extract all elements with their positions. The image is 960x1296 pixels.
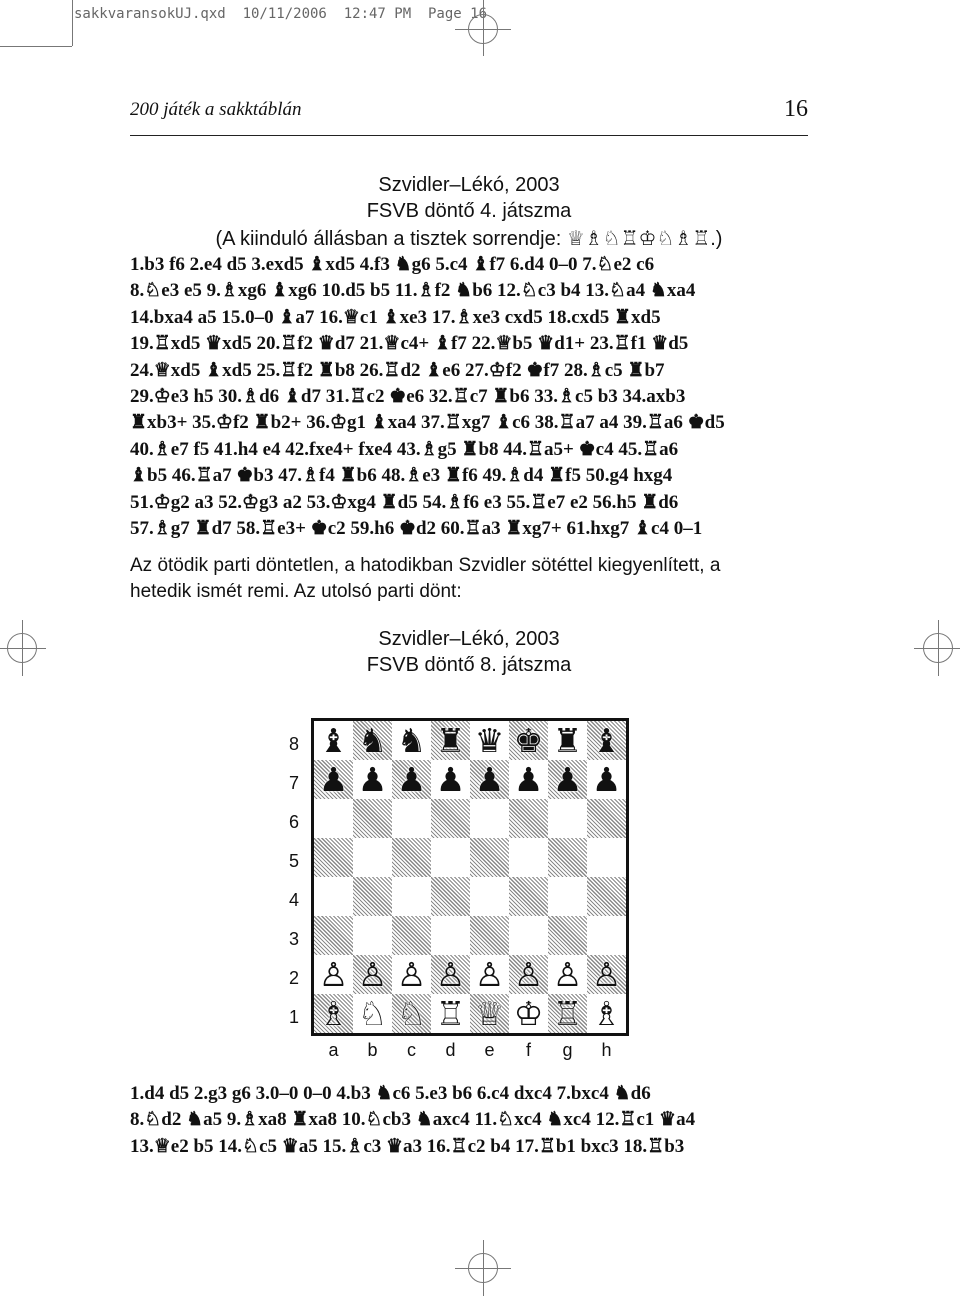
file-label: d (445, 1040, 456, 1060)
chess-piece: ♔ (513, 994, 544, 1033)
board-square (392, 994, 431, 1033)
board-square (392, 760, 431, 799)
chess-piece: ♟ (552, 760, 583, 799)
board-square (509, 877, 548, 916)
move-line: 29.♔e3 h5 30.♗d6 ♝d7 31.♖c2 ♚e6 32.♖c7 ♜b6 33.♗c5 b3 34.axb3 (130, 386, 686, 408)
board-square (314, 760, 353, 799)
chess-piece: ♛ (474, 721, 505, 760)
board-square (353, 838, 392, 877)
chess-piece: ♜ (552, 721, 583, 760)
board-square (353, 760, 392, 799)
file-label: h (601, 1040, 612, 1060)
rank-label: 2 (288, 968, 299, 988)
board-square (392, 916, 431, 955)
rank-label: 8 (288, 734, 299, 754)
move-line: 40.♗e7 f5 41.h4 e4 42.fxe4+ fxe4 43.♗g5 ♜b8 44.♖a5+ ♚c4 45.♖a6 (130, 438, 679, 460)
move-line: 51.♔g2 a3 52.♔g3 a2 53.♔xg4 ♜d5 54.♗f6 e3 55.♖e7 e2 56.h5 ♜d6 (130, 491, 679, 513)
running-header (130, 96, 808, 126)
chess-piece: ♗ (591, 994, 622, 1033)
move-line: 8.♘e3 e5 9.♗xg6 ♝xg6 10.d5 b5 11.♗f2 ♞b6 12.♘c3 b4 13.♘a4 ♞xa4 (130, 280, 696, 302)
move-line: ♜xb3+ 35.♔f2 ♜b2+ 36.♔g1 ♝xa4 37.♖xg7 ♝c6 38.♖a7 a4 39.♖a6 ♚d5 (130, 412, 725, 434)
chess-piece: ♞ (357, 721, 388, 760)
move-line: 14.bxa4 a5 15.0–0 ♝a7 16.♕c1 ♝xe3 17.♗xe3 cxd5 18.cxd5 ♜xd5 (130, 306, 661, 328)
board-square (509, 760, 548, 799)
board-square (509, 916, 548, 955)
chess-piece: ♕ (474, 994, 505, 1033)
board-square (470, 799, 509, 838)
move-line: 1.d4 d5 2.g3 g6 3.0–0 0–0 4.b3 ♞c6 5.e3 b6 6.c4 dxc4 7.bxc4 ♞d6 (130, 1083, 651, 1104)
rank-label: 1 (288, 1007, 299, 1027)
file-label: e (484, 1040, 495, 1060)
game1-title: Szvidler–Lékó, 2003 (378, 174, 560, 196)
board-square (392, 721, 431, 760)
board-square (470, 955, 509, 994)
chess-piece: ♟ (318, 760, 349, 799)
book-title: 200 játék a sakktáblán (130, 99, 302, 120)
board-square (431, 955, 470, 994)
board-square (353, 994, 392, 1033)
board-square (548, 838, 587, 877)
board-square (509, 721, 548, 760)
move-line: 57.♗g7 ♜d7 58.♖e3+ ♚c2 59.h6 ♚d2 60.♖a3 ♜xg7+ 61.hxg7 ♝c4 0–1 (130, 518, 703, 540)
file-label: f (525, 1040, 531, 1060)
move-line: 24.♕xd5 ♝xd5 25.♖f2 ♜b8 26.♖d2 ♝e6 27.♔f2 ♚f7 28.♗c5 ♜b7 (130, 359, 665, 381)
rank-label: 5 (288, 851, 299, 871)
game2-subtitle: FSVB döntő 8. játszma (366, 654, 572, 676)
board-square (392, 838, 431, 877)
board-square (587, 994, 626, 1033)
board-square (470, 916, 509, 955)
rank-label: 7 (288, 773, 299, 793)
chess-piece: ♟ (435, 760, 466, 799)
board-square (353, 721, 392, 760)
move-line: 13.♕e2 b5 14.♘c5 ♛a5 15.♗c3 ♛a3 16.♖c2 b4 17.♖b1 bxc3 18.♖b3 (130, 1135, 685, 1157)
board-square (353, 799, 392, 838)
move-line: 19.♖xd5 ♛xd5 20.♖f2 ♛d7 21.♕c4+ ♝f7 22.♕b5 ♛d1+ 23.♖f1 ♛d5 (130, 333, 689, 355)
page-number: 16 (784, 96, 808, 122)
board-square (587, 877, 626, 916)
board-square (392, 877, 431, 916)
chess-piece: ♙ (474, 955, 505, 994)
chess-piece: ♙ (435, 955, 466, 994)
board-square (314, 916, 353, 955)
board-square (470, 760, 509, 799)
crop-mark (72, 0, 73, 46)
board-square (314, 994, 353, 1033)
chess-piece: ♟ (396, 760, 427, 799)
chess-piece: ♟ (591, 760, 622, 799)
move-line: 1.b3 f6 2.e4 d5 3.exd5 ♝xd5 4.f3 ♞g6 5.c4 ♝f7 6.d4 0–0 7.♘e2 c6 (130, 254, 655, 275)
board-square (587, 838, 626, 877)
chess-piece: ♞ (396, 721, 427, 760)
registration-mark (938, 620, 939, 676)
game2-moves (130, 1081, 820, 1160)
chess-piece: ♖ (552, 994, 583, 1033)
board-square (509, 799, 548, 838)
registration-mark (455, 1268, 511, 1269)
registration-mark (22, 620, 23, 676)
game2-title: Szvidler–Lékó, 2003 (378, 628, 560, 650)
chess-piece: ♖ (435, 994, 466, 1033)
rank-label: 6 (288, 812, 299, 832)
board-square (548, 760, 587, 799)
board-square (353, 955, 392, 994)
chess-piece: ♟ (474, 760, 505, 799)
game1-subtitle: FSVB döntő 4. játszma (366, 200, 572, 222)
chess-piece: ♗ (318, 994, 349, 1033)
board-square (431, 916, 470, 955)
chess-piece: ♝ (318, 721, 349, 760)
board-square (548, 916, 587, 955)
file-label: a (328, 1040, 339, 1060)
rank-label: 4 (288, 890, 299, 910)
file-label: g (562, 1040, 573, 1060)
board-square (431, 760, 470, 799)
chess-piece: ♙ (513, 955, 544, 994)
board-square (548, 994, 587, 1033)
board-square (314, 955, 353, 994)
game1-moves (130, 252, 820, 542)
chess-piece: ♟ (357, 760, 388, 799)
board-square (431, 799, 470, 838)
board-square (353, 877, 392, 916)
board-square (548, 799, 587, 838)
board-square (548, 721, 587, 760)
game1-note: (A kiinduló állásban a tisztek sorrendje: ♕♗♘♖♔♘♗♖.) (215, 228, 723, 250)
board-square (353, 916, 392, 955)
chess-piece: ♜ (435, 721, 466, 760)
paragraph (130, 553, 820, 605)
chess-diagram (284, 718, 634, 1068)
board-square (470, 877, 509, 916)
board-square (314, 721, 353, 760)
crop-mark (0, 46, 72, 47)
paragraph-line: hetedik ismét remi. Az utolsó parti dönt: (130, 581, 462, 602)
file-label: c (407, 1040, 416, 1060)
board-square (392, 955, 431, 994)
board-square (509, 838, 548, 877)
board-square (587, 799, 626, 838)
chess-board (311, 718, 629, 1036)
board-square (587, 721, 626, 760)
file-label: b (367, 1040, 378, 1060)
header-rule (130, 135, 808, 136)
move-line: 8.♘d2 ♞a5 9.♗xa8 ♜xa8 10.♘cb3 ♞axc4 11.♘xc4 ♞xc4 12.♖c1 ♛a4 (130, 1109, 696, 1131)
board-square (470, 994, 509, 1033)
chess-piece: ♙ (318, 955, 349, 994)
chess-piece: ♚ (513, 721, 544, 760)
chess-piece: ♙ (552, 955, 583, 994)
move-line: ♝b5 46.♖a7 ♚b3 47.♗f4 ♜b6 48.♗e3 ♜f6 49.♗d4 ♜f5 50.g4 hxg4 (130, 465, 673, 487)
board-square (470, 838, 509, 877)
file-slug: sakkvaransokUJ.qxd 10/11/2006 12:47 PM Page 16 (74, 6, 488, 22)
chess-piece: ♙ (357, 955, 388, 994)
paragraph-line: Az ötödik parti döntetlen, a hatodikban Szvidler sötéttel kiegyenlített, a (130, 555, 721, 576)
board-square (314, 838, 353, 877)
board-square (587, 955, 626, 994)
chess-piece: ♘ (357, 994, 388, 1033)
chess-piece: ♙ (396, 955, 427, 994)
board-square (548, 955, 587, 994)
board-square (431, 994, 470, 1033)
registration-mark (455, 29, 511, 30)
chess-piece: ♙ (591, 955, 622, 994)
board-square (314, 799, 353, 838)
board-square (431, 838, 470, 877)
board-square (587, 916, 626, 955)
board-square (314, 877, 353, 916)
board-square (509, 994, 548, 1033)
board-square (509, 955, 548, 994)
board-square (431, 721, 470, 760)
rank-label: 3 (288, 929, 299, 949)
chess-piece: ♟ (513, 760, 544, 799)
board-square (470, 721, 509, 760)
chess-piece: ♘ (396, 994, 427, 1033)
board-square (431, 877, 470, 916)
board-square (587, 760, 626, 799)
board-square (392, 799, 431, 838)
board-square (548, 877, 587, 916)
chess-piece: ♝ (591, 721, 622, 760)
